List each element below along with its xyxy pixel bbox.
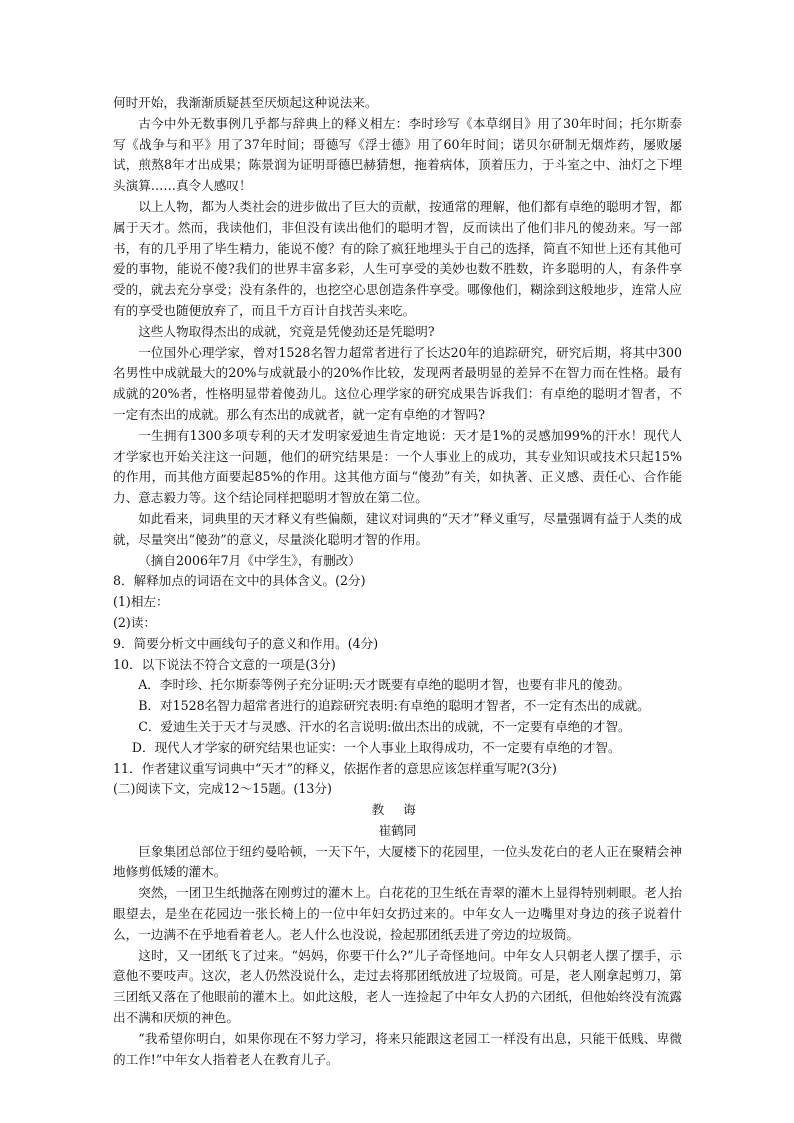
question-10: 10．以下说法不符合文意的一项是(3分) (113, 656, 336, 672)
story-paragraph: 突然，一团卫生纸抛落在刚剪过的灌木上。白花花的卫生纸在青翠的灌木上显得特别刺眼。老人抬眼望去，是坐在花园边一张长椅上的一位中年妇女扔过来的。中年女人一边嘴里对身边的孩子说着什么，一边满不在乎地看着老人。老人什么也没说，捡起那团纸丢进了旁边的垃圾筒。 (113, 885, 682, 942)
question-8-item-1: (1)相左： (113, 594, 169, 610)
question-11: 11．作者建议重写词典中“天才”的释义，依据作者的意思应该怎样重写呢?(3分) (113, 760, 557, 776)
question-10-option-a: A．李时珍、托尔斯泰等例子充分证明:天才既要有卓绝的聪明才智，也要有非凡的傻劲。 (138, 677, 631, 693)
essay-paragraph: 一生拥有1300多项专利的天才发明家爱迪生肯定地说：天才是1%的灵感加99%的汗水！现代人才学家也开始关注这一问题，他们的研究结果是：一个人事业上的成功，其专业知识或技术只起15%的作用，而其他方面要起85%的作用。这其他方面与“傻劲”有关，如执著、正义感、责任心、合作能力、意志毅力等。这个结论同样把聪明才智放在第二位。 (113, 427, 682, 506)
section-heading: (二)阅读下文，完成12～15题。(13分) (113, 781, 332, 797)
question-10-option-d: D．现代人才学家的研究结果也证实：一个人事业上取得成功，不一定要有卓绝的才智。 (131, 739, 621, 755)
document-page (113, 93, 682, 1070)
question-8: 8．解释加点的词语在文中的具体含义。(2分) (113, 573, 366, 589)
essay-paragraph: 如此看来，词典里的天才释义有些偏颇，建议对词典的“天才”释义重写，尽量强调有益于人类的成就，尽量突出“傻劲”的意义，尽量淡化聪明才智的作用。 (113, 510, 682, 547)
question-10-option-b: B．对1528名智力超常者进行的追踪研究表明:有卓绝的聪明才智者，不一定有杰出的成就。 (138, 698, 650, 714)
story-paragraph: 巨象集团总部位于纽约曼哈顿，一天下午，大厦楼下的花园里，一位头发花白的老人正在聚精会神地修剪低矮的灌木。 (113, 843, 682, 880)
question-8-item-2: (2)读： (113, 614, 157, 630)
essay-paragraph: 这些人物取得杰出的成就，究竟是凭傻劲还是凭聪明? (138, 323, 435, 339)
story-author: 崔鹤同 (378, 822, 417, 838)
essay-paragraph: 古今中外无数事例几乎都与辞典上的释义相左：李时珍写《本草纲目》用了30年时间；托尔斯泰写《战争与和平》用了37年时间；哥德写《浮士德》用了60年时间；诺贝尔研制无烟炸药，屡败屡试，煎熬8年才出成果；陈景润为证明哥德巴赫猜想，拖着病体，顶着压力，于斗室之中、油灯之下埋头演算……真令人感叹！ (113, 115, 682, 194)
story-paragraph: “我希望你明白，如果你现在不努力学习，将来只能跟这老园工一样没有出息，只能干低贱、卑微的工作!”中年女人指着老人在教育儿子。 (113, 1030, 682, 1067)
essay-source-note: （摘自2006年7月《中学生》，有删改） (138, 552, 361, 568)
question-9: 9．简要分析文中画线句子的意义和作用。(4分) (113, 635, 379, 651)
essay-paragraph: 以上人物，都为人类社会的进步做出了巨大的贡献，按通常的理解，他们都有卓绝的聪明才智，都属于天才。然而，我读他们，非但没有读出他们的聪明才智，反而读出了他们非凡的傻劲来。写一部书，有的几乎用了毕生精力，能说不傻？有的除了疯狂地埋头于自己的选择，简直不知世上还有其他可爱的事物，能说不傻?我们的世界丰富多彩，人生可享受的美妙也数不胜数，许多聪明的人，有条件享受的，就去充分享受；没有条件的，也挖空心思创造条件享受。哪像他们，糊涂到这般地步，连常人应有的享受也随便放弃了，而且千方百计自找苦头来吃。 (113, 198, 682, 318)
story-paragraph: 这时，又一团纸飞了过来。“妈妈，你要干什么?”儿子奇怪地问。中年女人只朝老人摆了摆手，示意他不要吱声。这次，老人仍然没说什么，走过去将那团纸放进了垃圾筒。可是，老人刚拿起剪刀，第三团纸又落在了他眼前的灌木上。如此这般，老人一连捡起了中年女人扔的六团纸，但他始终没有流露出不满和厌烦的神色。 (113, 947, 682, 1026)
essay-paragraph: 何时开始，我渐渐质疑甚至厌烦起这种说法来。 (113, 95, 378, 110)
story-title: 教 诲 (371, 802, 424, 818)
essay-paragraph: 一位国外心理学家，曾对1528名智力超常者进行了长达20年的追踪研究，研究后期，将其中300名男性中成就最大的20%与成就最小的20%作比较，发现两者最明显的差异不在智力而在性格。最有成就的20%者，性格明显带着傻劲儿。这位心理学家的研究成果告诉我们：有卓绝的聪明才智者，不一定有杰出的成就。那么有杰出的成就者，就一定有卓绝的才智吗? (113, 344, 682, 422)
question-10-option-c: C．爱迪生关于天才与灵感、汗水的名言说明:做出杰出的成就，不一定要有卓绝的才智。 (138, 718, 631, 734)
